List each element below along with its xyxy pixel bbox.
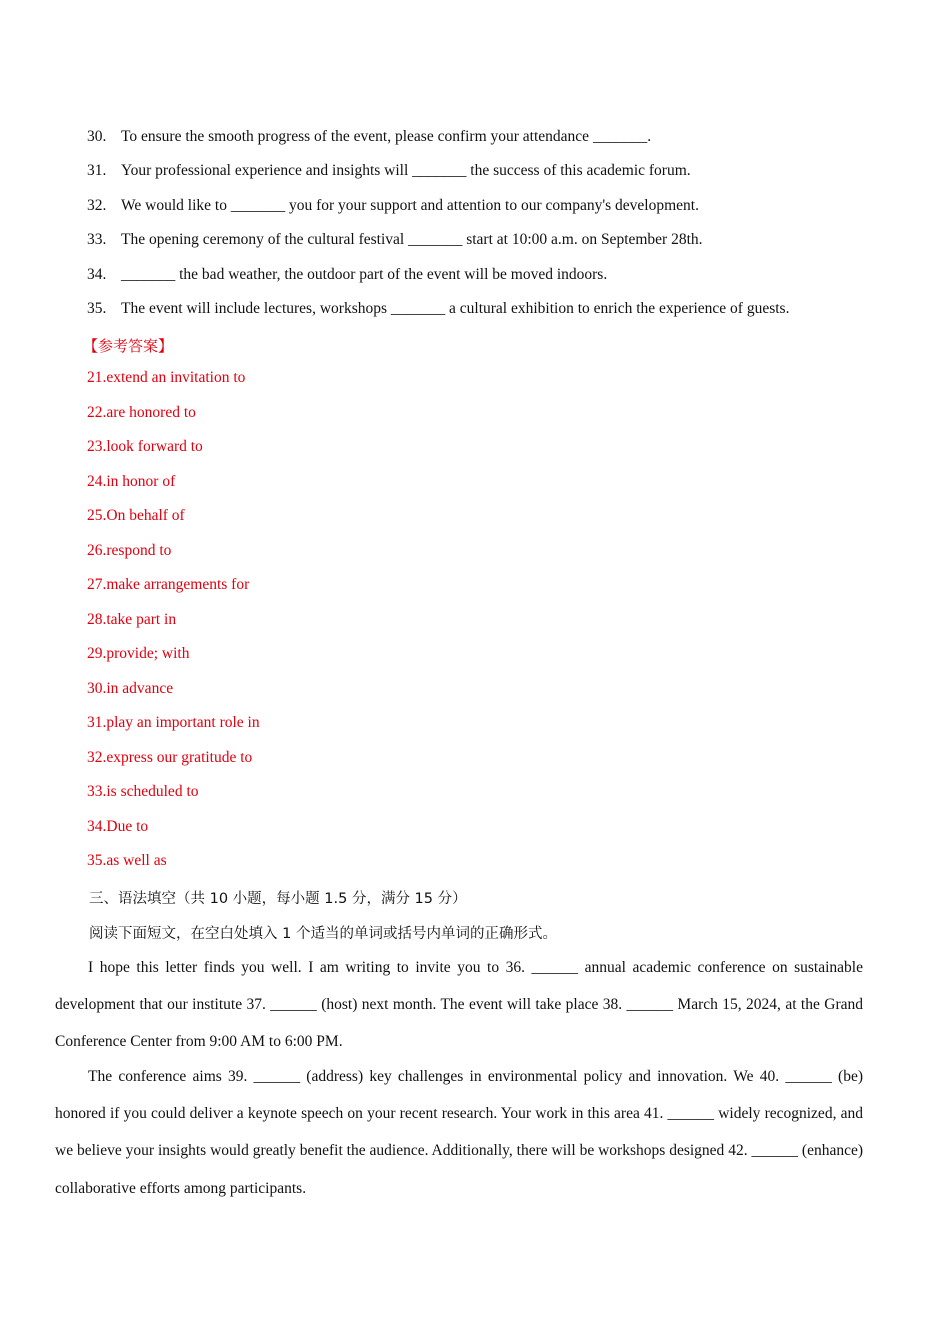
question-text: We would like to _______ you for your support and attention to our company's development.: [121, 197, 699, 214]
answer-item: 28.take part in: [87, 611, 177, 628]
answer-item: 27.make arrangements for: [87, 576, 250, 593]
answer-item: 33.is scheduled to: [87, 783, 199, 800]
question-35: [87, 300, 789, 318]
answer-item: 35.as well as: [87, 852, 167, 869]
question-number: 30.: [87, 128, 107, 145]
question-text: Your professional experience and insights will _______ the success of this academic forum.: [121, 162, 691, 179]
answer-item: 34.Due to: [87, 818, 149, 835]
question-34: [87, 266, 607, 284]
question-number: 33.: [87, 231, 107, 248]
answer-heading: 【参考答案】: [83, 337, 174, 355]
answer-item: 24.in honor of: [87, 473, 176, 490]
answer-item: 25.On behalf of: [87, 507, 185, 524]
question-30: [87, 128, 651, 146]
question-31: [87, 162, 691, 180]
answer-item: 32.express our gratitude to: [87, 749, 253, 766]
answer-item: 26.respond to: [87, 542, 172, 559]
question-33: [87, 231, 703, 249]
passage-paragraph: The conference aims 39. ______ (address) key challenges in environmental policy and innovation. We 40. ______ (be) honored if you could deliver a keynote speech on your recent research. Your work in this area 41. ______ widely recognized, and we believe your insights would greatly benefit the audience. Additionally, there will be workshops designed 42. ______ (enhance) collaborative efforts among participants.: [55, 1068, 863, 1197]
question-number: 31.: [87, 162, 107, 179]
question-number: 34.: [87, 266, 107, 283]
section-instruction: 阅读下面短文，在空白处填入 1 个适当的单词或括号内单词的正确形式。: [89, 926, 557, 942]
passage-paragraph: I hope this letter finds you well. I am writing to invite you to 36. ______ annual academic conference on sustainable development that our institute 37. ______ (host) next month. The event will take place 38. ______ March 15, 2024, at the Grand Conference Center from 9:00 AM to 6:00 PM.: [55, 959, 863, 1051]
answer-item: 21.extend an invitation to: [87, 369, 246, 386]
answer-item: 22.are honored to: [87, 404, 196, 421]
question-number: 32.: [87, 197, 107, 214]
answer-item: 23.look forward to: [87, 438, 203, 455]
question-text: _______ the bad weather, the outdoor part of the event will be moved indoors.: [121, 266, 608, 283]
question-number: 35.: [87, 300, 107, 317]
question-text: The opening ceremony of the cultural festival _______ start at 10:00 a.m. on September 28th.: [121, 231, 703, 248]
answer-item: 30.in advance: [87, 680, 174, 697]
question-text: The event will include lectures, workshops _______ a cultural exhibition to enrich the experience of guests.: [121, 300, 790, 317]
answer-item: 29.provide; with: [87, 645, 190, 662]
question-text: To ensure the smooth progress of the event, please confirm your attendance _______.: [121, 128, 652, 145]
answer-item: 31.play an important role in: [87, 714, 260, 731]
section-title: 三、语法填空（共 10 小题，每小题 1.5 分，满分 15 分）: [89, 891, 467, 907]
question-32: [87, 197, 699, 215]
